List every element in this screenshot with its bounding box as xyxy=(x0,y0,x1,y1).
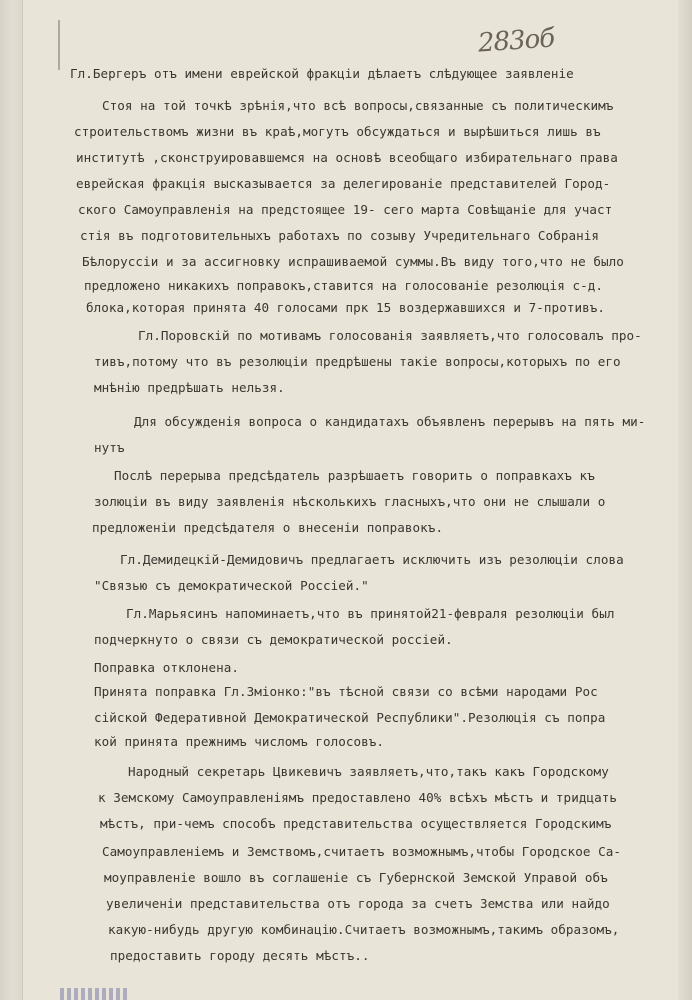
text-line: стія въ подготовительныхъ работахъ по созыву Учредительнаго Собранія xyxy=(80,228,599,243)
text-line: предложено никакихъ поправокъ,ставится на голосованіе резолюція с-д. xyxy=(84,278,603,293)
page-edge xyxy=(678,0,692,1000)
text-line: Принята поправка Гл.Зміонко:"въ тѣсной связи со всѣми народами Рос xyxy=(94,684,598,699)
binding-edge xyxy=(0,0,23,1000)
text-line: увеличеніи представительства отъ города за счетъ Земства или найдо xyxy=(106,896,610,911)
text-line: институтѣ ,сконструировавшемся на основѣ всеобщаго избирательнаго права xyxy=(76,150,618,165)
text-line: строительствомъ жизни въ краѣ,могутъ обсуждаться и вырѣшиться лишь въ xyxy=(74,124,601,139)
archive-folio-number: 283об xyxy=(477,23,556,59)
text-line: Бѣлоруссіи и за ассигновку испрашиваемой суммы.Въ виду того,что не было xyxy=(82,254,624,269)
text-line: Народный секретарь Цвикевичъ заявляетъ,что,такъ какъ Городскому xyxy=(128,764,609,779)
text-line: золюціи въ виду заявленія нѣсколькихъ гласныхъ,что они не слышали о xyxy=(94,494,606,509)
archive-stamp xyxy=(60,988,130,1000)
text-line: Поправка отклонена. xyxy=(94,660,240,675)
text-line: нутъ xyxy=(94,440,125,455)
text-line: кой принята прежнимъ числомъ голосовъ. xyxy=(94,734,385,749)
text-line: тивъ,потому что въ резолюціи предрѣшены такіе вопросы,которыхъ по его xyxy=(94,354,621,369)
text-line: подчеркнуто о связи съ демократической россіей. xyxy=(94,632,453,647)
text-line: Гл.Демидецкій-Демидовичъ предлагаетъ исключить изъ резолюціи слова xyxy=(120,552,624,567)
text-line: Гл.Поровскій по мотивамъ голосованія заявляетъ,что голосовалъ про- xyxy=(138,328,642,343)
text-line: мнѣнію предрѣшать нельзя. xyxy=(94,380,285,395)
text-line: "Связью съ демократической Россіей." xyxy=(94,578,369,593)
text-line: еврейская фракція высказывается за делегированіе представителей Город- xyxy=(76,176,611,191)
text-line: Для обсужденія вопроса о кандидатахъ объявленъ перерывъ на пять ми- xyxy=(134,414,646,429)
text-line: Послѣ перерыва предсѣдатель разрѣшаетъ говорить о поправкахъ къ xyxy=(114,468,595,483)
text-line: ского Самоуправленія на предстоящее 19- сего марта Совѣщаніе для участ xyxy=(78,202,613,217)
text-line: какую-нибудь другую комбинацію.Считаетъ возможнымъ,такимъ образомъ, xyxy=(108,922,620,937)
text-line: Гл.Марьясинъ напоминаетъ,что въ принятой21-февраля резолюціи был xyxy=(126,606,615,621)
binding-mark xyxy=(58,20,60,70)
text-line: Гл.Бергеръ отъ имени еврейской фракціи дѣлаетъ слѣдующее заявленіе xyxy=(70,66,574,81)
text-line: Стоя на той точкѣ зрѣнія,что всѣ вопросы,связанные съ политическимъ xyxy=(102,98,614,113)
text-line: предложеніи предсѣдателя о внесеніи поправокъ. xyxy=(92,520,444,535)
text-line: мѣстъ, при-чемъ способъ представительства осуществляется Городскимъ xyxy=(100,816,612,831)
text-line: моуправленіе вошло въ соглашеніе съ Губернской Земской Управой объ xyxy=(104,870,608,885)
text-line: к Земскому Самоуправленіямъ предоставлено 40% всѣхъ мѣстъ и тридцать xyxy=(98,790,617,805)
text-line: Самоуправленіемъ и Земствомъ,считаетъ возможнымъ,чтобы Городское Са- xyxy=(102,844,621,859)
text-line: сійской Федеративной Демократической Республики".Резолюція съ попра xyxy=(94,710,606,725)
text-line: блока,которая принята 40 голосами прк 15 воздержавшихся и 7-противъ. xyxy=(86,300,605,315)
text-line: предоставить городу десять мѣстъ.. xyxy=(110,948,370,963)
